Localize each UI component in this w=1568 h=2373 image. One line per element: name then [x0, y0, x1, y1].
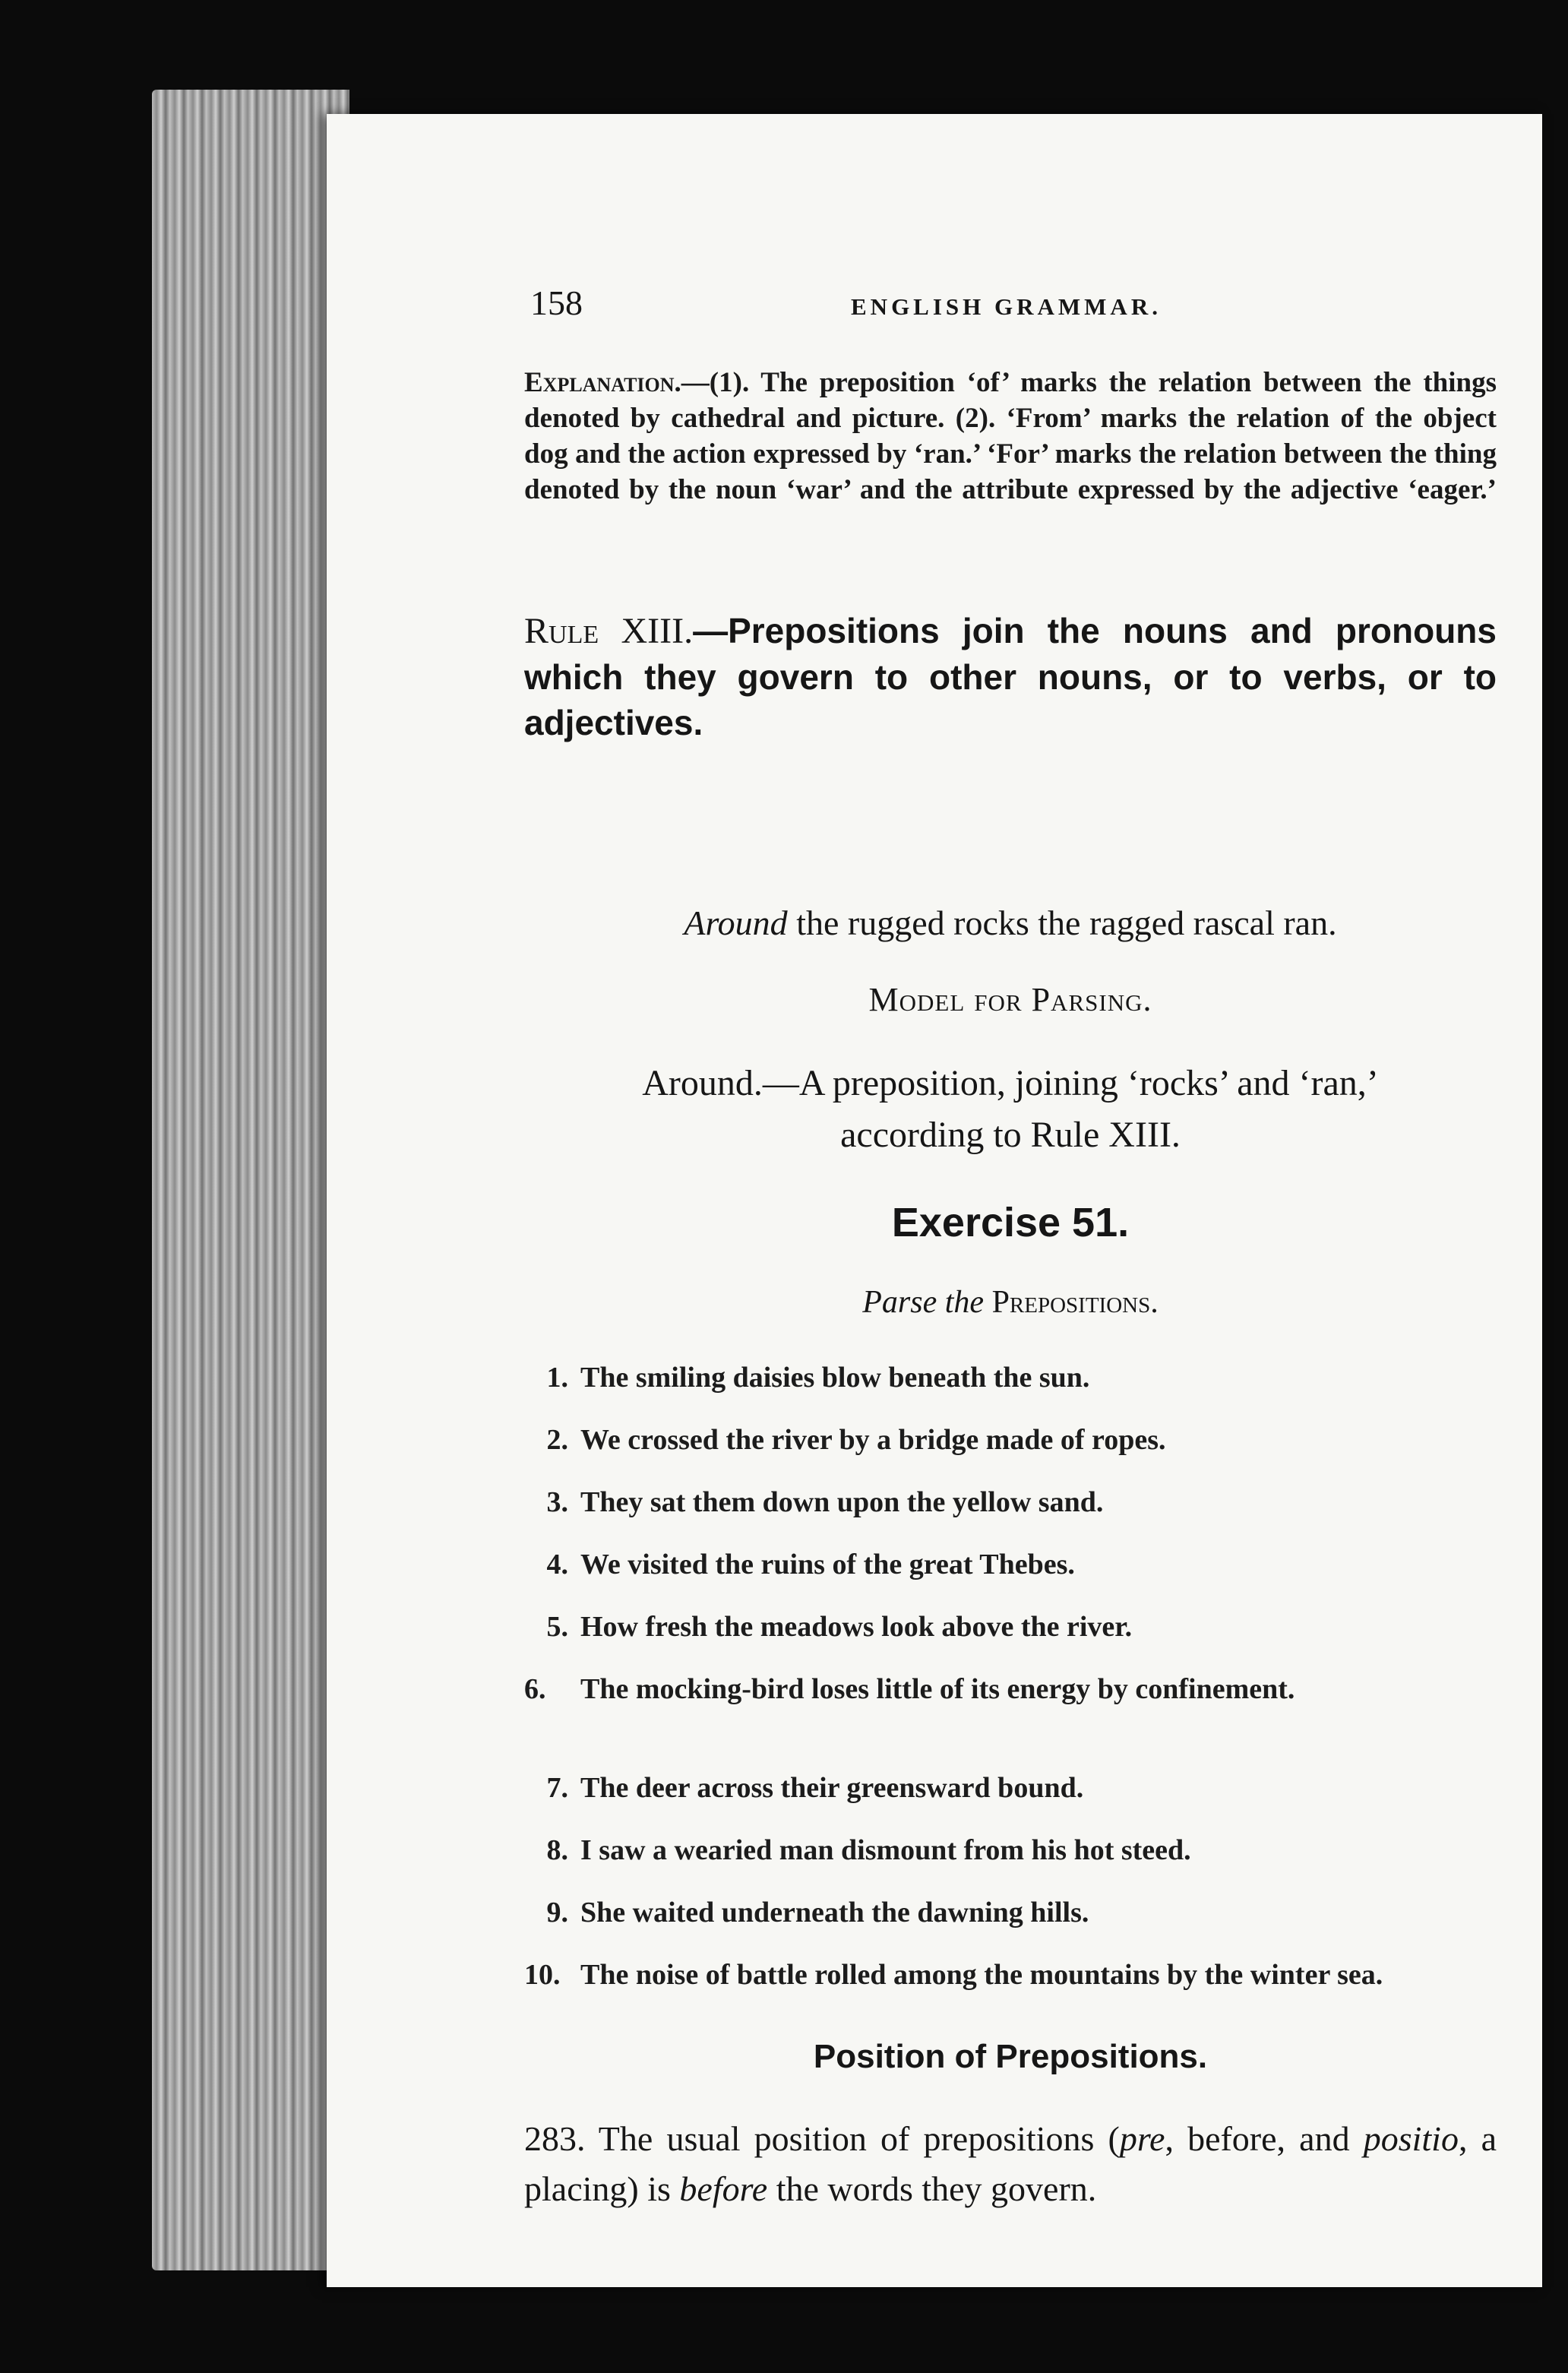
exercise-item — [524, 1833, 1497, 1868]
explanation-text: .—(1). The preposition ‘of’ marks the relation between the things denoted by cathedral and picture. (2). ‘From’ marks the relation of the object dog and the action expressed by ‘ran.’ ‘For’ marks the relation between the thing denoted by the noun ‘war’ and the attribute expressed by the adjective ‘eager.’ — [524, 367, 1497, 505]
example-italic-word: Around — [684, 903, 788, 942]
exercise-item-text: The mocking-bird loses little of its energy by confinement. — [580, 1673, 1295, 1705]
paragraph-number: 283. — [524, 2119, 586, 2158]
explanation-label: Explanation — [524, 367, 675, 398]
exercise-item-number: 2. — [546, 1424, 568, 1456]
exercise-item-number: 4. — [546, 1549, 568, 1580]
explanation-paragraph — [524, 365, 1497, 508]
exercise-item-number: 9. — [546, 1897, 568, 1928]
exercise-instruction — [524, 1284, 1497, 1321]
exercise-item-text: The smiling daisies blow beneath the sun. — [580, 1362, 1090, 1394]
book-page — [327, 114, 1542, 2287]
exercise-item-text: I saw a wearied man dismount from his hot steed. — [580, 1834, 1191, 1866]
italic-pre: pre — [1119, 2119, 1165, 2158]
running-title: ENGLISH GRAMMAR. — [851, 293, 1162, 320]
exercise-item-number: 5. — [546, 1611, 568, 1643]
exercise-item-number: 10. — [524, 1959, 561, 1991]
italic-before: before — [679, 2169, 768, 2208]
exercise-item-number: 1. — [546, 1362, 568, 1394]
exercise-item — [524, 1422, 1497, 1457]
instruction-smallcaps: Prepositions. — [991, 1285, 1159, 1320]
exercise-title: Exercise 51. — [891, 1200, 1130, 1245]
paragraph-text-c: , a placing) is — [524, 2119, 1497, 2208]
parsing-line-1: Around.—A preposition, joining ‘rocks’ and ‘ran,’ — [642, 1063, 1379, 1103]
example-rest: the rugged rocks the ragged rascal ran. — [796, 903, 1337, 942]
rule-label: Rule XIII. — [524, 611, 694, 651]
exercise-item-text: We crossed the river by a bridge made of ropes. — [580, 1424, 1166, 1456]
italic-positio: positio — [1363, 2119, 1459, 2158]
exercise-item-number: 8. — [546, 1834, 568, 1866]
instruction-italic: Parse the — [862, 1285, 985, 1320]
exercise-item — [524, 1485, 1497, 1520]
exercise-item — [524, 1895, 1497, 1930]
paragraph-text-a: The usual position of prepositions ( — [598, 2119, 1120, 2158]
exercise-item-text: They sat them down upon the yellow sand. — [580, 1486, 1104, 1518]
parsing-line-2: according to Rule XIII. — [840, 1115, 1181, 1155]
page-number: 158 — [530, 283, 583, 322]
exercise-item-text: We visited the ruins of the great Thebes. — [580, 1549, 1075, 1580]
exercise-item — [524, 1770, 1497, 1805]
exercise-item-text: The deer across their greensward bound. — [580, 1772, 1084, 1804]
exercise-item-number: 3. — [546, 1486, 568, 1518]
model-heading: Model for Parsing. — [868, 981, 1152, 1018]
exercise-item-number: 7. — [546, 1772, 568, 1804]
exercise-item-text: The noise of battle rolled among the mountains by the winter sea. — [580, 1959, 1383, 1991]
exercise-item-number: 6. — [524, 1673, 546, 1705]
exercise-item — [524, 1957, 1497, 1992]
paragraph-text-b: , before, and — [1165, 2119, 1364, 2158]
exercise-item — [524, 1360, 1497, 1395]
exercise-item — [524, 1547, 1497, 1582]
exercise-item-text: She waited underneath the dawning hills. — [580, 1897, 1089, 1928]
section-heading: Position of Prepositions. — [813, 2038, 1208, 2075]
paragraph-283 — [524, 2114, 1497, 2214]
example-sentence — [524, 903, 1497, 943]
book-page-edges — [152, 90, 349, 2270]
rule-xiii — [524, 608, 1497, 745]
rule-text: —Prepositions join the nouns and pronouns which they govern to other nouns, or to verbs, or to adjectives. — [524, 611, 1497, 742]
exercise-item — [524, 1672, 1497, 1707]
paragraph-text-d: the words they govern. — [767, 2169, 1097, 2208]
exercise-item — [524, 1609, 1497, 1644]
exercise-item-text: How fresh the meadows look above the river. — [580, 1611, 1133, 1643]
